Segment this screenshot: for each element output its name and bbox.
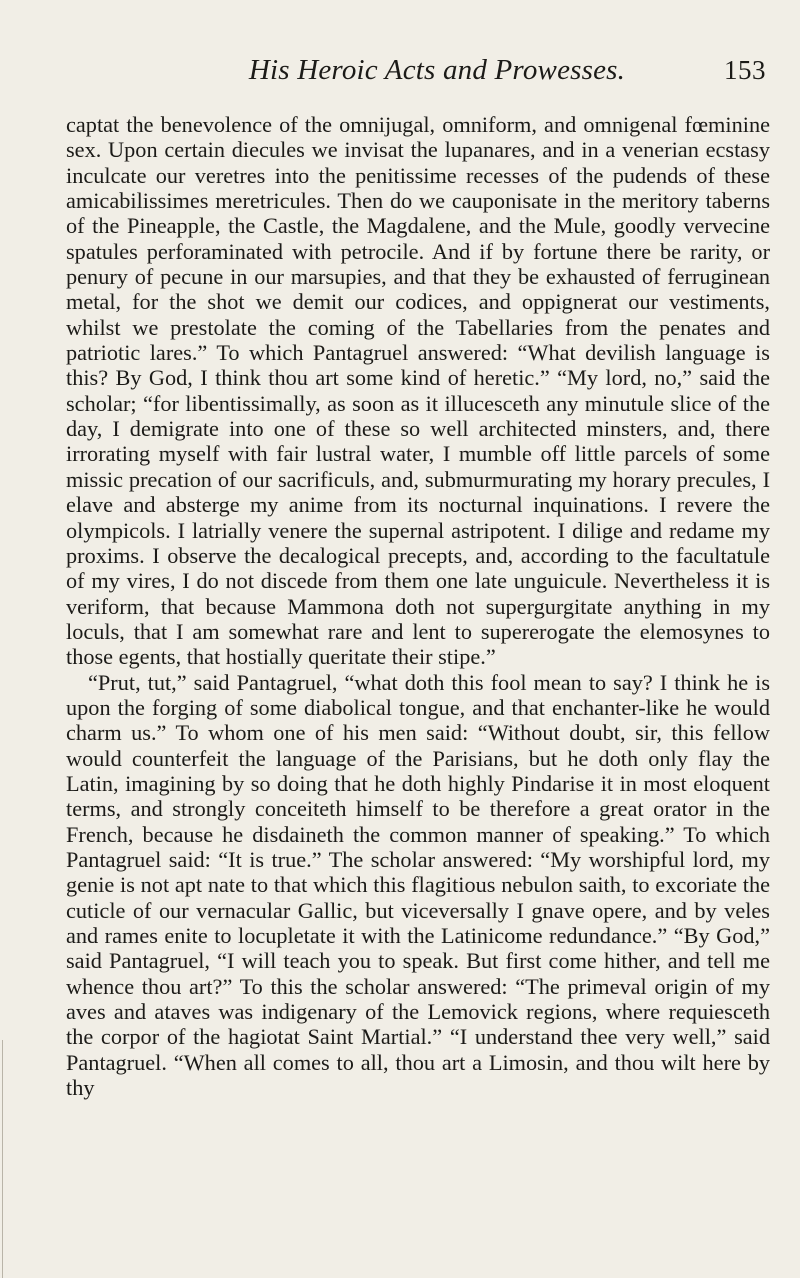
running-title: His Heroic Acts and Prowesses. <box>248 54 626 86</box>
running-head <box>136 54 766 94</box>
page-number: 153 <box>724 55 766 85</box>
page-edge-shadow <box>2 1040 3 1278</box>
paragraph: captat the benevolence of the omnijugal, omniform, and omnigenal fœminine sex. Upon certain diecules we invisat the lupanares, and in a venerian ecstasy inculcate our veretres into the penitissime recesses of the pudends of these amicabilissimes meretricules. Then do we cauponisate in the meritory taberns of the Pineapple, the Castle, the Magdalene, and the Mule, goodly vervecine spatules perforaminated with petrocile. And if by fortune there be rarity, or penury of pecune in our marsupies, and that they be exhausted of ferruginean metal, for the shot we demit our codices, and oppignerat our vestiments, whilst we prestolate the coming of the Tabellaries from the penates and patriotic lares.” To which Pantagruel answered: “What devilish language is this? By God, I think thou art some kind of heretic.” “My lord, no,” said the scholar; “for libentissimally, as soon as it illucesceth any minutule slice of the day, I demigrate into one of these so well architected minsters, and, there irrorating myself with fair lustral water, I mumble off little parcels of some missic precation of our sacrificuls, and, submurmurating my horary precules, I elave and absterge my anime from its nocturnal inquinations. I revere the olympicols. I latrially venere the supernal astripotent. I dilige and redame my proxims. I observe the decalogical precepts, and, according to the facultatule of my vires, I do not discede from them one late unguicule. Nevertheless it is veriform, that because Mammona doth not supergurgitate anything in my loculs, that I am somewhat rare and lent to supererogate the elemosynes to those egents, that hostially queritate their stipe.” <box>66 112 770 670</box>
body-text <box>66 112 770 1100</box>
paragraph: “Prut, tut,” said Pantagruel, “what doth this fool mean to say? I think he is upon the forging of some diabolical tongue, and that enchanter-like he would charm us.” To whom one of his men said: “Without doubt, sir, this fellow would counterfeit the language of the Parisians, but he doth only flay the Latin, imagining by so doing that he doth highly Pindarise it in most eloquent terms, and strongly conceiteth himself to be therefore a great orator in the French, because he disdaineth the common manner of speaking.” To which Pantagruel said: “It is true.” The scholar answered: “My worshipful lord, my genie is not apt nate to that which this flagitious nebulon saith, to excoriate the cuticle of our vernacular Gallic, but viceversally I gnave opere, and by veles and rames enite to locupletate it with the Latinicome redundance.” “By God,” said Pantagruel, “I will teach you to speak. But first come hither, and tell me whence thou art?” To this the scholar answered: “The primeval origin of my aves and ataves was indigenary of the Lemovick regions, where requiesceth the corpor of the hagiotat Saint Martial.” “I understand thee very well,” said Pantagruel. “When all comes to all, thou art a Limosin, and thou wilt here by thy <box>66 669 770 1101</box>
